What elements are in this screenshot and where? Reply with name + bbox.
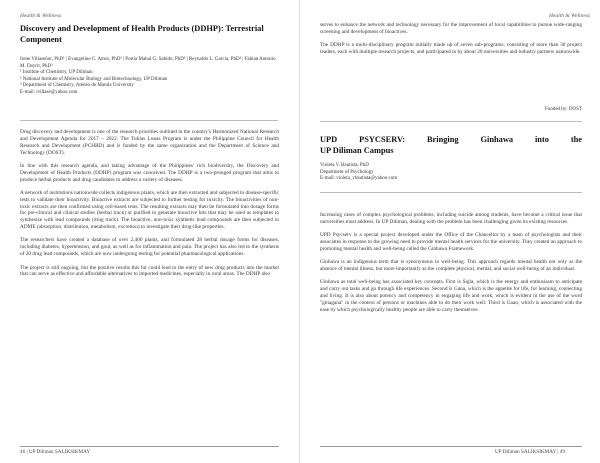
page-footer-right: UP Diliman SALIKSIKMAY | 49 (495, 449, 565, 455)
title-separator-right (320, 192, 582, 193)
author-email: E-mail: violeta_vbautista@yahoo.com (320, 176, 398, 182)
running-header-left: Health & Wellness (20, 13, 62, 19)
column-divider (299, 0, 300, 463)
footer-rule-right (320, 446, 582, 447)
running-header-right: Health & Wellness (549, 13, 591, 19)
author-block-ddhp (20, 57, 280, 97)
article-title-psycserv (320, 134, 582, 156)
body-paragraph: Ginhawa as total well-being has associated key concepts. First is Sigla, which is the energy and enthusiasm to anticipate and carry out tasks and go through life experiences. Second is Gana, which is the appetite for life, for learning, connecting and living. It is also about potency and competency in engaging life and work, which is evident in the use of the word "ginagana" in the context of persons or machines able to do their work well. Third is Gaan, which is associated with the ease by which psychologically healthy people are able to carry themselves (320, 279, 582, 313)
author-department: Department of Psychology (320, 169, 374, 175)
article-body-ddhp (20, 129, 279, 285)
body-paragraph: In line with this research agenda, and taking advantage of the Philippines' rich biodiversity, the Discovery and Development of Health Products (DDHP) program was conceived. The DDHP is a two-pronged program that aims to produce herbal products and drug candidates to address a variety of diseases. (20, 162, 279, 183)
affiliation-3: ³ Department of Chemistry, Ateneo de Manila University (20, 83, 134, 89)
body-paragraph: Drug discovery and development is one of the research priorities outlined in the country's Harmonized National Research and Development Agenda for 2017 – 2022. The Tuklas Lunas Program is under the Philippine Council for Health Research and Development (PCHRD) and is funded by the same organization and the Department of Science and Technology (DOST). (20, 129, 279, 156)
body-paragraph: Ginhawa is an indigenous term that is synonymous to well-being. This approach regards mental health not only as the absence of mental illness, but more importantly as the complete physical, mental, and social well-being of an individual. (320, 259, 582, 273)
footer-rule-left (20, 446, 279, 447)
title-separator-left (20, 120, 278, 121)
author-email: E-mail: ivillase@yahoo.com (20, 89, 78, 95)
affiliation-1: ¹ Institute of Chemistry, UP Diliman (20, 70, 93, 76)
page-footer-left: 46 | UP Diliman SALIKSIKMAY (20, 449, 91, 455)
body-paragraph: Increasing cases of complex psychological problems, including suicide among students, have become a critical issue that universities must address. In UP Diliman, dealing with the problem has been challenging given its existing resources. (320, 212, 582, 225)
title-line-2: UP Diliman Campus (320, 146, 394, 155)
article-body-psycserv (320, 212, 582, 320)
article-body-ddhp-continued (320, 22, 582, 62)
author-name: Violeta V. Bautista, PhD (320, 163, 369, 168)
body-paragraph: The researchers have created a database of over 2,400 plants, and formulated 28 herbal dosage forms for diseases, including diabetes, hypertension, and gout, as well as for inflammation and pain. The project has also led to the synthesis of 20 drug lead compounds, which are now undergoing testing for potential pharmacological applications. (20, 237, 279, 258)
body-paragraph: UPD Psycserv is a special project developed under the Office of the Chancellor by a team of psychologists and their associates in response to the growing need to provide mental health services for the university. They created an approach to promoting mental health and well-being called the Ginhawa Framework. (320, 232, 582, 252)
article-separator-right (320, 121, 582, 122)
body-paragraph: The project is still ongoing, but the positive results this far could lead to the entry of new drug products into the market that can serve as effective and affordable alternatives to imported medicines, especially in rural areas. The DDHP also (20, 264, 279, 278)
funding-note: Funded by: DOST (545, 107, 582, 112)
left-page (0, 0, 278, 463)
body-paragraph: serves to enhance the network and technology necessary for the improvement of local capabilities to pursue wide-ranging screening and development of bioactives. (320, 22, 582, 35)
body-paragraph: A network of institutions nationwide collects indigenous plants, which are then extracted and subjected to disease-specific tests to validate their bioactivity. Bioactive extracts are subjected to further testing for toxicity. The bioactivities of non-toxic extracts are then confirmed using cell-based tests. The resulting extracts may then be formulated into dosage forms for pre-clinical and clinical studies (herbal track) or purified to generate bioactive hits that may be used as templates to synthesize with lead compounds (drug track). The bioactive, non-toxic synthetic lead compounds are then subjected to ADME (absorption, distribution, metabolism, excretion) to investigate their drug-like properties. (20, 189, 279, 231)
title-line-1: UPD PSYCSERV: Bringing Ginhawa into the (320, 135, 582, 144)
authors-line: Irene Villaseñor, PhD¹ | Evangeline C. Amor, PhD² | Portia Mahal G. Sabido, PhD³ | Reynaldo L. Garcia, PhD² | Fabian Antonio M. Dayrit, PhD³ (20, 57, 276, 69)
article-title-ddhp: Discovery and Development of Health Products (DDHP): Terrestrial Component (20, 24, 264, 44)
author-block-psycserv (320, 163, 582, 183)
body-paragraph: The DDHP is a multi-disciplinary program initially made up of seven sub-programs, consisting of more than 30 project leaders, each with multiple research projects, and participated in by about 20 universities and industry partners nationwide. (320, 42, 582, 56)
affiliation-2: ² National Institute of Molecular Biology and Biotechnology, UP Diliman (20, 76, 168, 82)
